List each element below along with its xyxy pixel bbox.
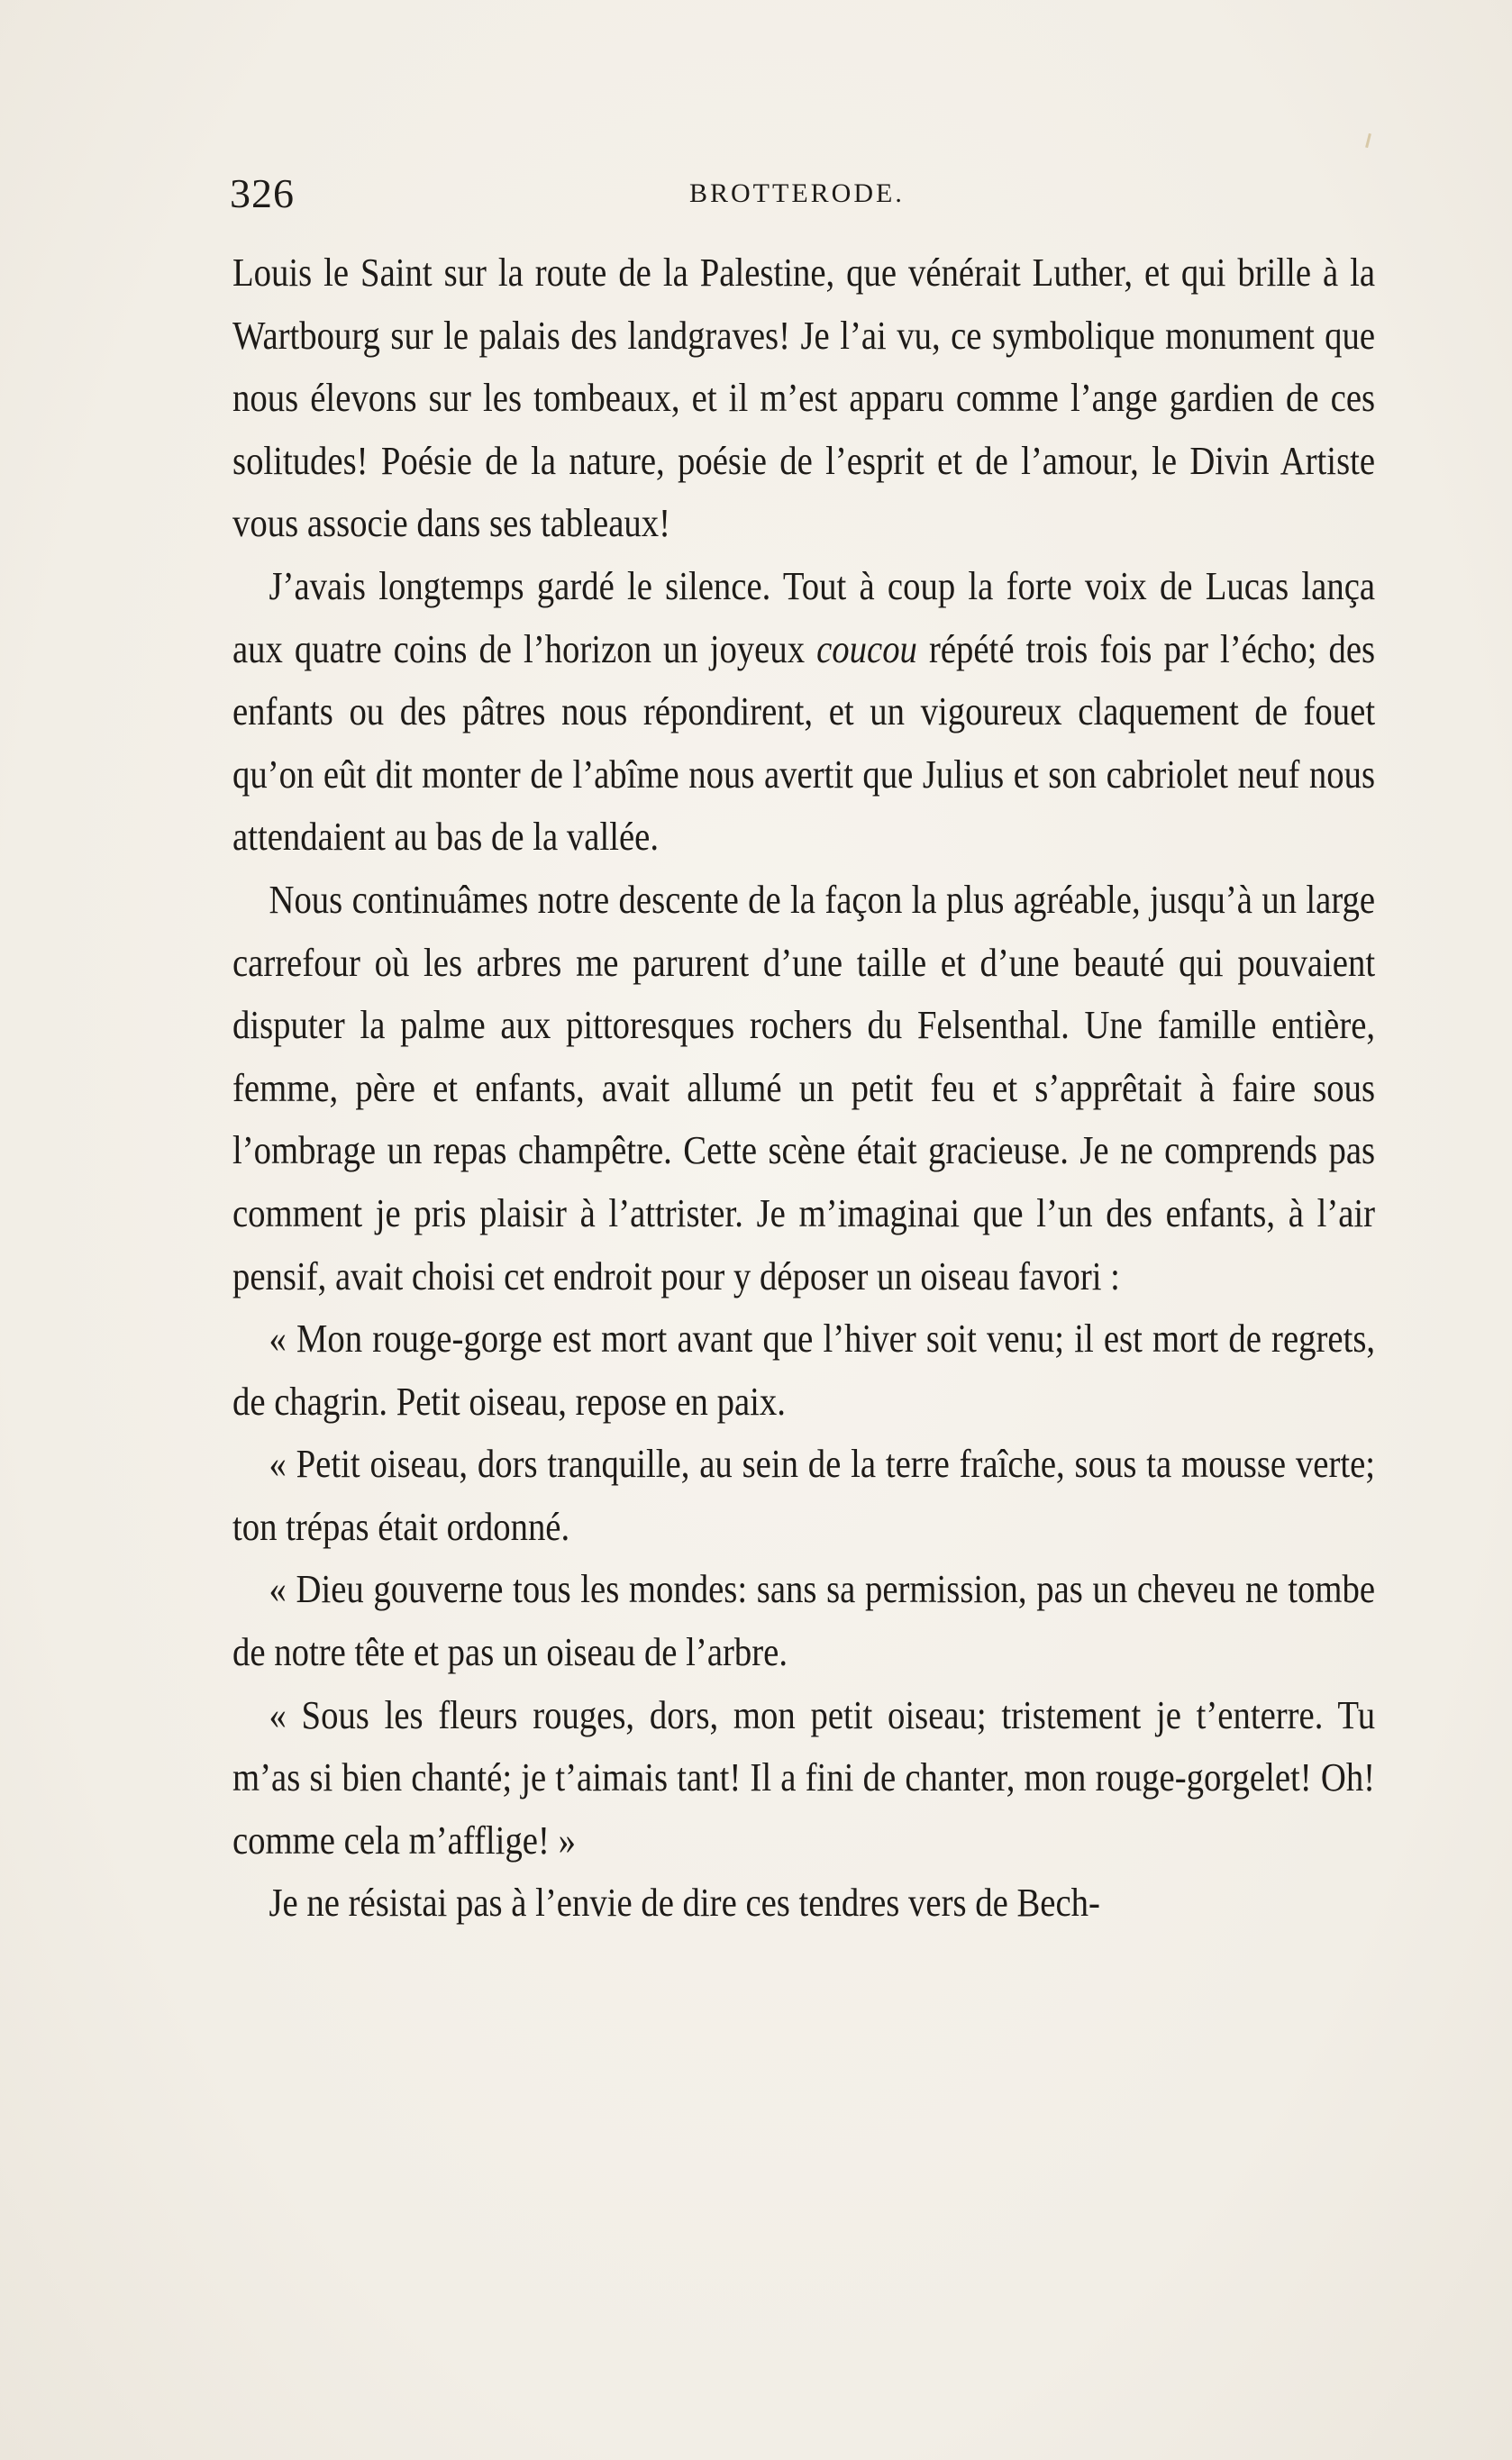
- paragraph-2: [232, 555, 1375, 869]
- page-header: [230, 169, 1374, 223]
- paragraph-3: Nous continuâmes notre descente de la façon la plus agréable, jusqu’à un large carrefour où les arbres me parurent d’une taille et d’une beauté qui pouvaient disputer la palme aux pittoresques rochers du Felsenthal. Une famille entière, femme, père et enfants, avait allumé un petit feu et s’apprêtait à faire sous l’ombrage un repas champêtre. Cette scène était gracieuse. Je ne comprends pas comment je pris plaisir à l’attrister. Je m’imaginai que l’un des enfants, à l’air pensif, avait choisi cet endroit pour y déposer un oiseau favori :: [232, 877, 1376, 1298]
- paper-mark: [1365, 133, 1371, 148]
- quote-paragraph-4: « Sous les fleurs rouges, dors, mon petit oiseau; tristement je t’enterre. Tu m’as si bien chanté; je t’aimais tant! Il a fini de chanter, mon rouge-gorgelet! Oh! comme cela m’afflige! »: [232, 1692, 1376, 1863]
- quote-paragraph-2: « Petit oiseau, dors tranquille, au sein de la terre fraîche, sous ta mousse verte; ton trépas était ordonné.: [232, 1442, 1376, 1549]
- paragraph-1: Louis le Saint sur la route de la Palestine, que vénérait Luther, et qui brille à la Wartbourg sur le palais des landgraves! Je l’ai vu, ce symbolique monument que nous élevons sur les tombeaux, et il m’est apparu comme l’ange gardien de ces solitudes! Poésie de la nature, poésie de l’esprit et de l’amour, le Divin Artiste vous associe dans ses tableaux!: [232, 251, 1376, 546]
- running-head: BROTTERODE.: [689, 178, 905, 208]
- quote-paragraph-3: « Dieu gouverne tous les mondes: sans sa permission, pas un cheveu ne tombe de notre tête et pas un oiseau de l’arbre.: [232, 1567, 1376, 1675]
- paragraph-2-end: répété trois fois par l’écho; des enfants ou des pâtres nous répondirent, et un vigoureux claquement de fouet qu’on eût dit monter de l’abîme nous avertit que Julius et son cabriolet neuf nous attendaient au bas de la vallée.: [232, 626, 1376, 860]
- paragraph-last: Je ne résistai pas à l’envie de dire ces tendres vers de Bech-: [269, 1881, 1100, 1926]
- paragraph-2-start: J’avais longtemps gardé le silence. Tout à coup la forte voix de Lucas lança aux quatre coins de l’horizon un joyeux: [232, 563, 1376, 671]
- body-text: [232, 241, 1375, 1935]
- italic-word-coucou: coucou: [816, 626, 917, 671]
- page-number: 326: [230, 170, 295, 216]
- quote-paragraph-1: « Mon rouge-gorge est mort avant que l’hiver soit venu; il est mort de regrets, de chagrin. Petit oiseau, repose en paix.: [232, 1317, 1376, 1424]
